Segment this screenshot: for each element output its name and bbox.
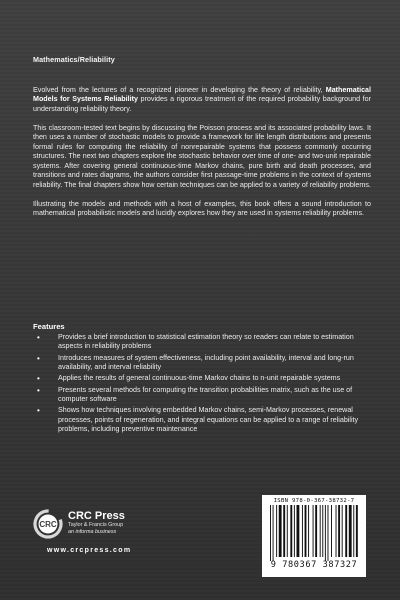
barcode-bar xyxy=(297,505,300,557)
feature-item xyxy=(33,374,368,383)
bullet-icon: • xyxy=(37,353,40,363)
publisher-block xyxy=(33,509,125,539)
barcode-bar xyxy=(287,505,288,557)
feature-item xyxy=(33,354,368,373)
intro-prefix: Evolved from the lectures of a recognized pioneer in developing the theory of reliability, xyxy=(33,86,326,94)
description-paragraph: Illustrating the models and methods with a host of examples, this book offers a sound introduction to mathematical probabilistic models and lucidly explores how they are used in systems reliability problems. xyxy=(33,199,371,218)
description-paragraph: This classroom-tested text begins by discussing the Poisson process and its associated probability laws. It then uses a number of stochastic models to provide a framework for life length distributions and presents formal rules for computing the reliability of nonrepairable systems that possess commonly occurring structures. The next two chapters explore the stochastic behavior over time of one- and two-unit repairable systems. After covering general continuous-time Markov chains, pure birth and death processes, and transitions and rates diagrams, the authors consider first passage-time problems in the context of systems reliability. The final chapters show how certain techniques can be applied to a variety of reliability problems. xyxy=(33,123,371,189)
barcode-bar xyxy=(349,505,352,557)
publisher-name: CRC Press xyxy=(68,510,125,522)
barcode-bar xyxy=(336,505,337,557)
description xyxy=(33,86,371,228)
barcode-bar xyxy=(270,505,271,561)
bullet-icon: • xyxy=(37,333,40,342)
barcode-bar xyxy=(328,505,329,561)
isbn-label: ISBN 978-0-367-38732-7 xyxy=(273,498,355,504)
barcode-bar xyxy=(279,505,282,557)
barcode-bar xyxy=(325,505,326,561)
feature-item xyxy=(33,406,368,434)
barcode-bar xyxy=(331,505,332,557)
isbn-digits: 9 780367 387327 xyxy=(270,560,358,570)
barcode-bar xyxy=(338,505,340,557)
feature-text: Provides a brief introduction to statistical estimation theory so readers can relate to estimation aspects in reliability problems xyxy=(58,333,354,351)
barcode-bar xyxy=(283,505,285,557)
barcode-bar xyxy=(308,505,309,557)
barcode-bars xyxy=(268,505,360,561)
barcode-bar xyxy=(345,505,347,557)
svg-text:CRC: CRC xyxy=(39,520,57,529)
barcode-bar xyxy=(320,505,321,557)
bullet-icon: • xyxy=(37,385,40,395)
barcode-bar xyxy=(322,505,323,557)
feature-text: Applies the results of general continuous-time Markov chains to n-unit repairable systems xyxy=(58,374,341,383)
barcode-bar xyxy=(276,505,277,557)
barcode-bar xyxy=(356,505,358,557)
barcode-bar xyxy=(302,505,303,557)
intro-paragraph xyxy=(33,86,371,114)
feature-text: Introduces measures of system effectiveness, including point availability, interval and long-run availability, and interval reliability xyxy=(58,353,354,372)
feature-text: Presents several methods for computing the transition probabilities matrix, such as the use of computer software xyxy=(58,385,353,404)
barcode-bar xyxy=(294,505,295,557)
publisher-group-tagline: an informa business xyxy=(68,529,117,535)
crc-logo-icon xyxy=(33,509,63,539)
book-title: Mathematical Models for Systems Reliability xyxy=(33,86,371,104)
publisher-url: www.crcpress.com xyxy=(47,547,132,554)
features-heading: Features xyxy=(33,322,65,331)
barcode-bar xyxy=(315,505,317,557)
bullet-icon: • xyxy=(37,406,40,416)
bullet-icon: • xyxy=(37,374,40,384)
feature-item xyxy=(33,333,368,352)
barcode-bar xyxy=(342,505,343,557)
features-list xyxy=(33,333,368,437)
barcode-bar xyxy=(273,505,274,561)
intro-suffix: provides a rigorous treatment of the required probability background for understanding reliability theory. xyxy=(33,95,371,113)
barcode-bar xyxy=(313,505,314,557)
barcode-bar xyxy=(305,505,307,557)
publisher-text xyxy=(68,510,125,536)
feature-text: Shows how techniques involving embedded Markov chains, semi-Markov processes, renewal processes, points of regeneration, and integral equations can be applied to a range of reliability problems, including preventive maintenance xyxy=(58,406,359,434)
barcode xyxy=(262,495,366,577)
barcode-bar xyxy=(290,505,292,557)
publisher-group: Taylor & Francis Group xyxy=(68,522,124,528)
category-label: Mathematics/Reliability xyxy=(33,55,115,64)
barcode-bar xyxy=(353,505,354,557)
feature-item xyxy=(33,386,368,405)
